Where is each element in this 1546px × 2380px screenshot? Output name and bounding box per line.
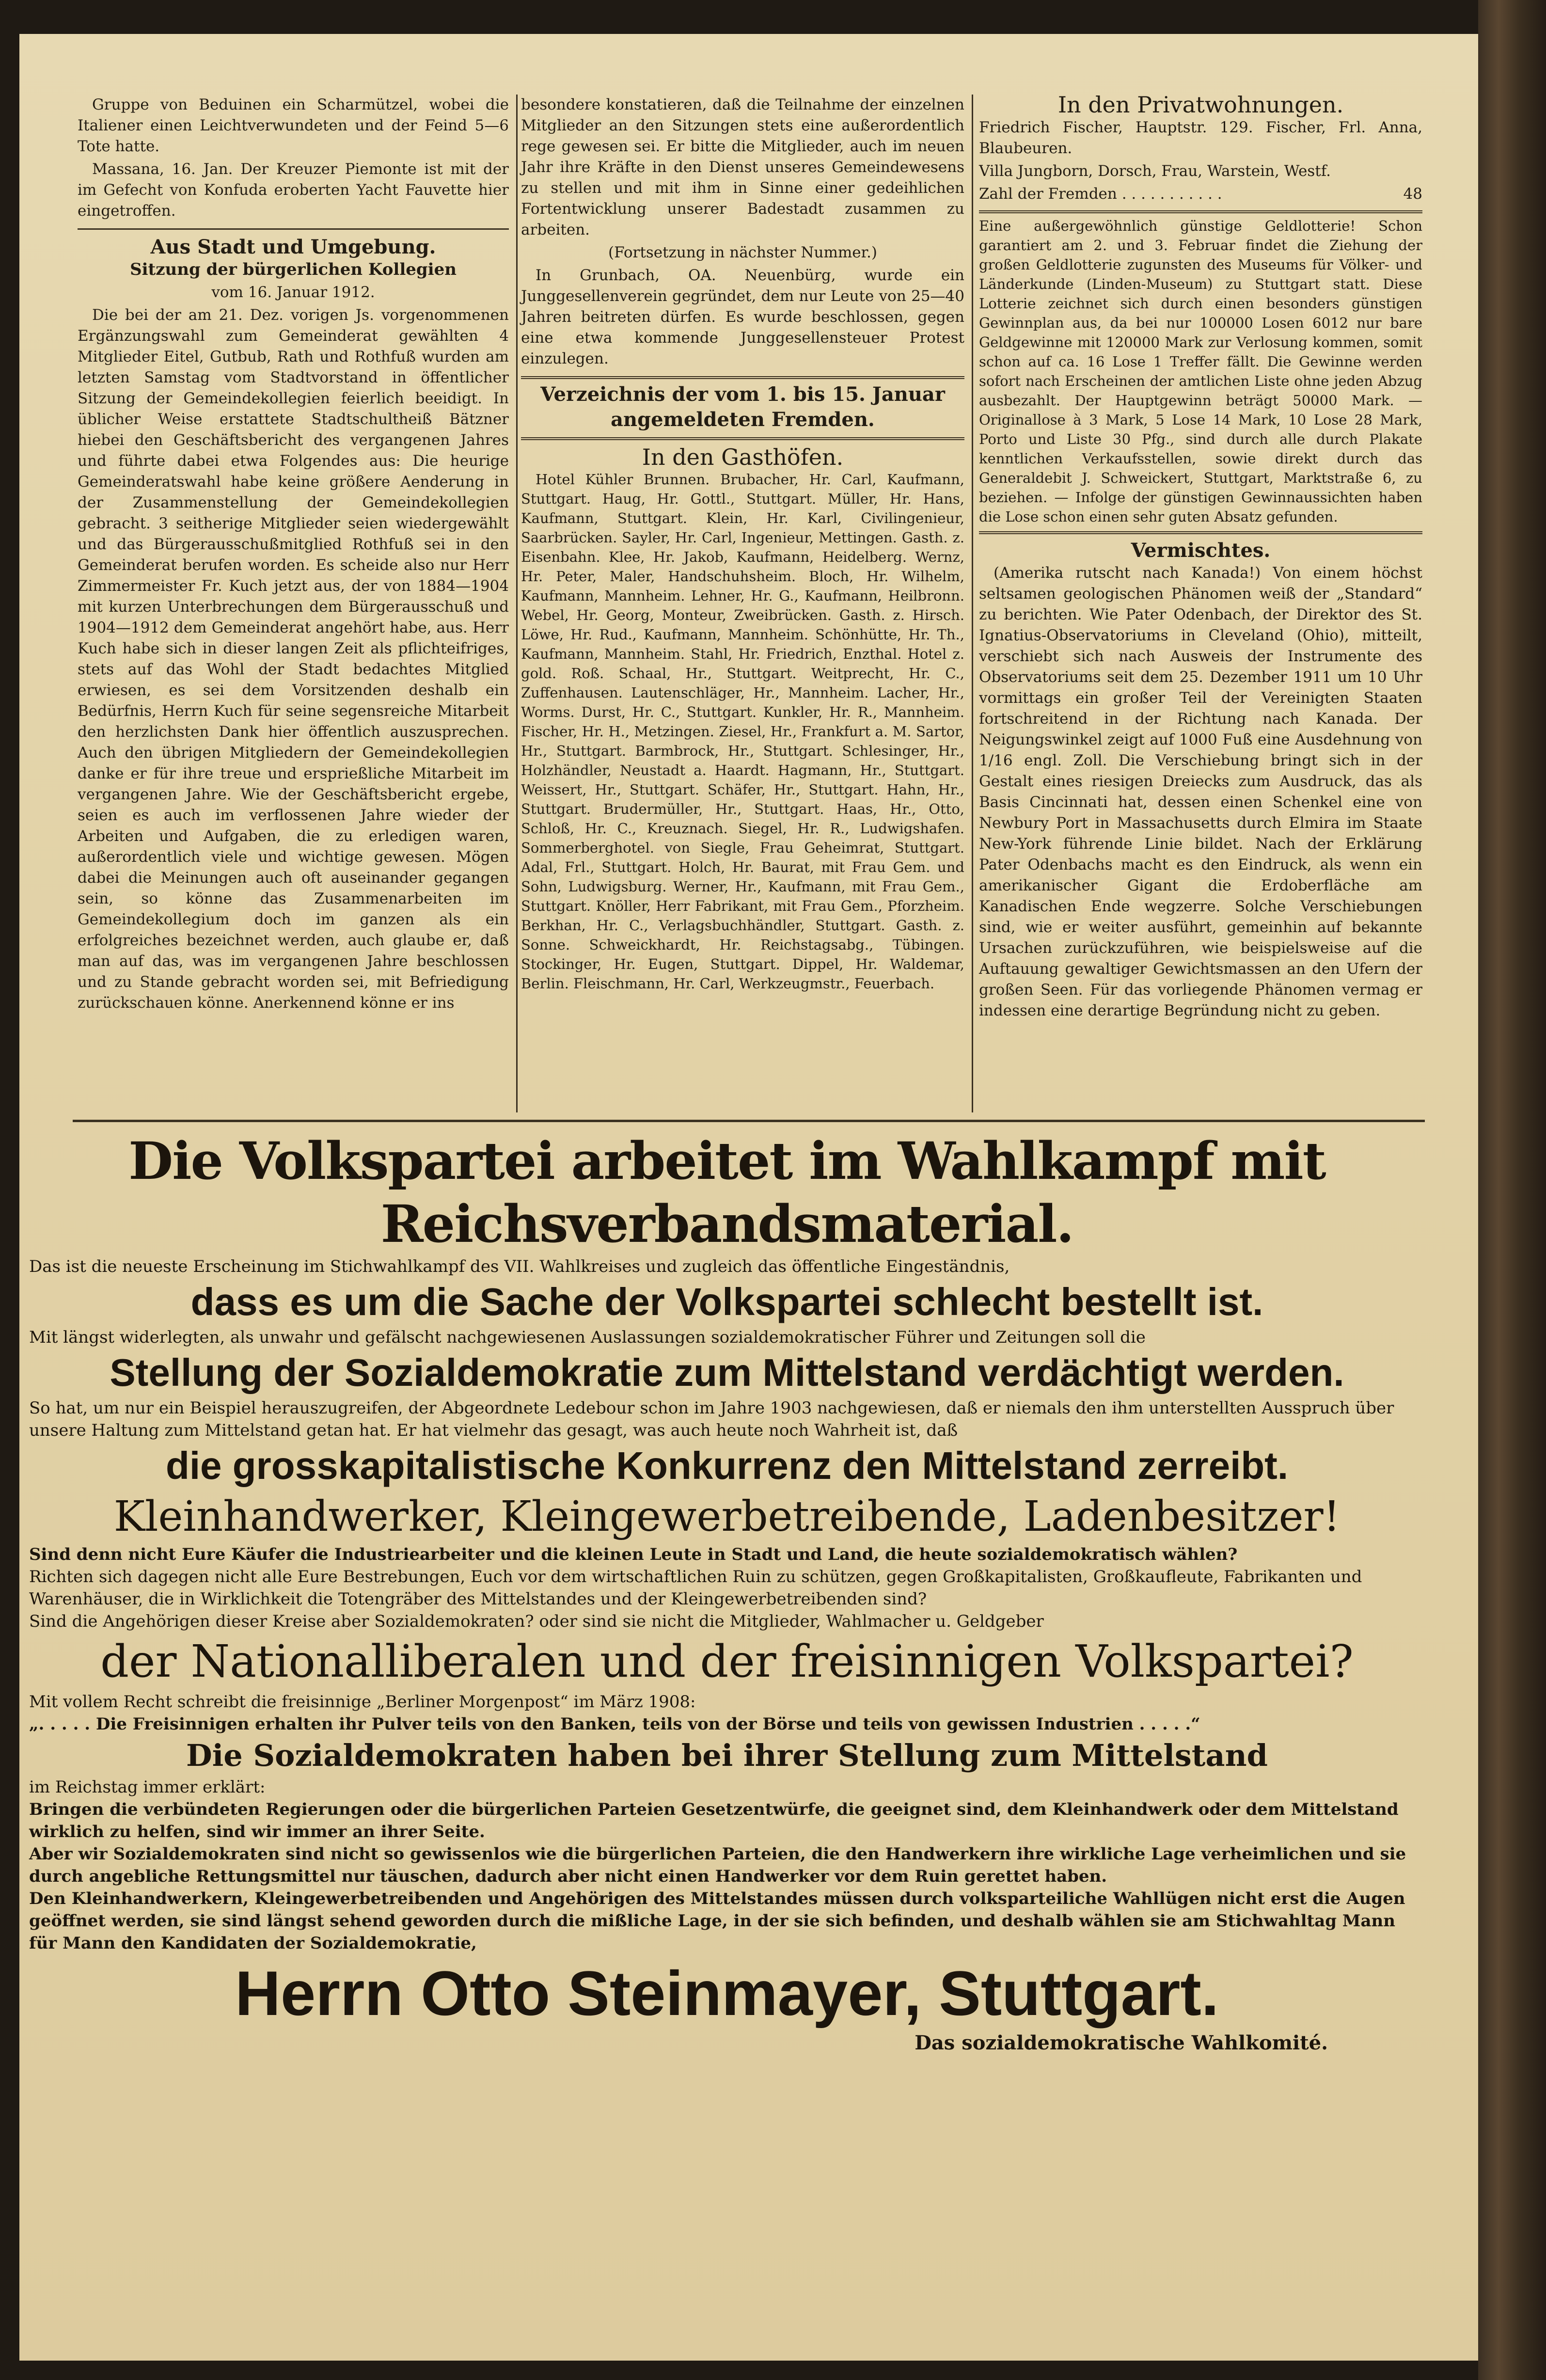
entry-fischer: Friedrich Fischer, Hauptstr. 129. Fischer, Frl. Anna, Blaubeuren. — [979, 119, 1422, 157]
ad-bold-5: der Nationalliberalen und der freisinnigen Volkspartei? — [100, 1635, 1354, 1687]
fremden-heading: Verzeichnis der vom 1. bis 15. Januar angemeldeten Fremden. — [540, 383, 945, 431]
ad-line-10: Bringen die verbündeten Regierungen oder die bürgerlichen Parteien Gesetzentwürfe, die geeignet sind, dem Kleinhandwerk oder dem Mittelstand wirklich zu helfen, sind wir immer an ihrer Seite. — [29, 1800, 1399, 1841]
ad-line-6: Sind die Angehörigen dieser Kreise aber Sozialdemokraten? oder sind sie nicht die Mitglieder, Wahlmacher u. Geldgeber — [29, 1612, 1044, 1631]
election-advertisement — [29, 1129, 1425, 2054]
paragraph-beduinen: Gruppe von Beduinen ein Scharmützel, wobei die Italiener einen Leichtverwundeten und der Feind 5—6 Tote hatte. — [78, 96, 509, 155]
book-binding — [1478, 0, 1546, 2380]
divider — [78, 228, 509, 230]
vermischtes-heading: Vermischtes. — [1131, 539, 1271, 562]
column-3 — [979, 92, 1422, 1023]
paragraph-grunbach: In Grunbach, OA. Neuenbürg, wurde ein Junggesellenverein gegründet, dem nur Leute von 25—40 Jahren beitreten dürfen. Es wurde beschlossen, gegen eine etwa kommende Junggesellensteuer Protest einzulegen. — [521, 267, 964, 367]
ad-line-2: Mit längst widerlegten, als unwahr und gefälscht nachgewiesenen Auslassungen sozialdemokratischer Führer und Zeitungen soll die — [29, 1328, 1146, 1347]
privatwohnungen-heading: In den Privatwohnungen. — [1057, 92, 1344, 118]
column-2 — [521, 95, 964, 995]
ad-bold-2: Stellung der Sozialdemokratie zum Mittelstand verdächtigt werden. — [110, 1351, 1344, 1394]
ad-top-rule — [73, 1120, 1425, 1122]
fremden-heading-box — [521, 376, 964, 440]
continuation-note: (Fortsetzung in nächster Nummer.) — [608, 244, 877, 261]
ad-line-4: Sind denn nicht Eure Käufer die Industriearbeiter und die kleinen Leute in Stadt und Land, die heute sozialdemokratisch wählen? — [29, 1545, 1238, 1564]
fremden-total — [979, 184, 1422, 205]
date-line: vom 16. Januar 1912. — [211, 284, 375, 301]
ad-bold-1: dass es um die Sache der Volkspartei schlecht bestellt ist. — [190, 1280, 1263, 1323]
ad-line-11: Aber wir Sozialdemokraten sind nicht so gewissenlos wie die bürgerlichen Parteien, die den Handwerkern ihre wirkliche Lage verheimlichen und sie durch angebliche Rettungsmittel nur täuschen, dadurch aber nicht einen Handwerker vor dem Ruin gerettet haben. — [29, 1844, 1406, 1886]
gasthoefen-heading: In den Gasthöfen. — [642, 444, 844, 470]
article-body-sitzung: Die bei der am 21. Dez. vorigen Js. vorgenommenen Ergänzungswahl zum Gemeinderat gewählten 4 Mitglieder Eitel, Gutbub, Rath und Rothfuß wurden am letzten Samstag vom Stadtvorstand in öffentlicher Sitzung der Gemeindekollegien feierlich beeidigt. In üblicher Weise erstattete Stadtschultheiß Bätzner hiebei den Geschäftsbericht des vergangenen Jahres und führte dabei etwa Folgendes aus: Die heurige Gemeinderatswahl habe keine größere Aenderung in der Zusammenstellung der Gemeindekollegien gebracht. 3 seitherige Mitglieder seien wiedergewählt und das Bürgerausschußmitglied Rothfuß sei in den Gemeinderat berufen worden. Es scheide also nur Herr Zimmermeister Fr. Kuch jetzt aus, der von 1884—1904 mit kurzen Unterbrechungen dem Bürgerausschuß und 1904—1912 dem Gemeinderat angehört habe, aus. Herr Kuch habe sich in dieser langen Zeit als pflichteifriges, stets auf das Wohl der Stadt bedachtes Mitglied erwiesen, es sei dem Vorsitzenden deshalb ein Bedürfnis, Herrn Kuch für seine segensreiche Mitarbeit den herzlichsten Dank hier öffentlich auszusprechen. Auch den übrigen Mitgliedern der Gemeindekollegien danke er für ihre treue und ersprießliche Mitarbeit im vergangenen Jahre. Wie der Geschäftsbericht ergebe, seien es auch im verflossenen Jahre wieder der Arbeiten und Aufgaben, die zu erledigen waren, außerordentlich viele und wichtige gewesen. Mögen dabei die Meinungen auch oft auseinander gegangen sein, so könne das Zusammenarbeiten im Gemeindekollegium doch im ganzen als ein erfolgreiches bezeichnet werden, auch glaube er, daß man auf das, was im vergangenen Jahre beschlossen und zu Stande gebracht worden sei, mit Befriedigung zurückschauen könne. Anerkennend könne er ins — [78, 306, 509, 1012]
total-value: 48 — [1403, 185, 1422, 203]
paragraph-massana: Massana, 16. Jan. Der Kreuzer Piemonte ist mit der im Gefecht von Konfuda eroberten Yacht Fauvette hier eingetroffen. — [78, 160, 509, 220]
column-1 — [78, 95, 509, 1015]
ad-line-7: Mit vollem Recht schreibt die freisinnige „Berliner Morgenpost“ im März 1908: — [29, 1692, 696, 1712]
lottery-box — [979, 210, 1422, 534]
ad-line-8: „. . . . . Die Freisinnigen erhalten ihr Pulver teils von den Banken, teils von der Börse und teils von gewissen Industrien . . . . .“ — [29, 1714, 1200, 1734]
ad-bold-6: Die Sozialdemokraten haben bei ihrer Stellung zum Mittelstand — [186, 1738, 1268, 1773]
ad-bold-4: Kleinhandwerker, Kleingewerbetreibende, Ladenbesitzer! — [113, 1492, 1341, 1541]
subheading-sitzung: Sitzung der bürgerlichen Kollegien — [130, 260, 457, 279]
ad-line-3: So hat, um nur ein Beispiel herauszugreifen, der Abgeordnete Ledebour schon im Jahre 1903 nachgewiesen, daß er niemals den ihm unterstellten Ausspruch über unsere Haltung zum Mittelstand getan hat. Er hat vielmehr das gesagt, was auch heute noch Wahrheit ist, daß — [29, 1398, 1394, 1440]
column-rule-2 — [972, 95, 973, 1112]
ad-bold-3: die grosskapitalistische Konkurrenz den Mittelstand zerreibt. — [165, 1444, 1289, 1487]
entry-jungborn: Villa Jungborn, Dorsch, Frau, Warstein, Westf. — [979, 162, 1331, 180]
ad-line-5: Richten sich dagegen nicht alle Eure Bestrebungen, Euch vor dem wirtschaftlichen Ruin zu schützen, gegen Großkapitalisten, Großkaufleute, Fabrikanten und Warenhäuser, die in Wirklichkeit die Totengräber des Mittelstandes und der Kleingewerbetreibenden sind? — [29, 1567, 1362, 1609]
column-rule-1 — [516, 95, 518, 1112]
guest-list: Hotel Kühler Brunnen. Brubacher, Hr. Carl, Kaufmann, Stuttgart. Haug, Hr. Gottl., Stuttgart. Müller, Hr. Hans, Kaufmann, Stuttgart. Klein, Hr. Karl, Civilingenieur, Saarbrücken. Sayler, Hr. Carl, Ingenieur, Mettingen. Gasth. z. Eisenbahn. Klee, Hr. Jakob, Kaufmann, Heidelberg. Wernz, Hr. Peter, Maler, Handschuhsheim. Bloch, Hr. Wilhelm, Kaufmann, Mannheim. Lehner, Hr. G., Kaufmann, Heilbronn. Webel, Hr. Georg, Monteur, Zweibrücken. Gasth. z. Hirsch. Löwe, Hr. Rud., Kaufmann, Mannheim. Schönhütte, Hr. Th., Kaufmann, Mannheim. Stahl, Hr. Friedrich, Enzthal. Hotel z. gold. Roß. Schaal, Hr., Stuttgart. Weitprecht, Hr. C., Zuffenhausen. Lautenschläger, Hr., Mannheim. Lacher, Hr., Worms. Durst, Hr. C., Stuttgart. Kunkler, Hr. R., Mannheim. Fischer, Hr. H., Metzingen. Ziesel, Hr., Frankfurt a. M. Sartor, Hr., Stuttgart. Barmbrock, Hr., Stuttgart. Schlesinger, Hr., Holzhändler, Neustadt a. Haardt. Hagmann, Hr., Stuttgart. Weissert, Hr., Stuttgart. Schäfer, Hr., Stuttgart. Hahn, Hr., Stuttgart. Brudermüller, Hr., Stuttgart. Haas, Hr., Otto, Schloß, Hr. C., Kreuznach. Siegel, Hr. R., Ludwigshafen. Sommerberghotel. von Siegle, Frau Geheimrat, Stuttgart. Adal, Frl., Stuttgart. Holch, Hr. Baurat, mit Frau Gem. und Sohn, Ludwigsburg. Werner, Hr., Kaufmann, mit Frau Gem., Stuttgart. Knöller, Herr Fabrikant, mit Frau Gem., Pforzheim. Berkhan, Hr. C., Verlagsbuchhändler, Stuttgart. Gasth. z. Sonne. Schweickhardt, Hr. Reichstagsabg., Tübingen. Stockinger, Hr. Eugen, Stuttgart. Dippel, Hr. Waldemar, Berlin. Fleischmann, Hr. Carl, Werkzeugmstr., Feuerbach. — [521, 471, 964, 992]
ad-line-9: im Reichstag immer erklärt: — [29, 1777, 266, 1797]
paragraph-sitzung-cont: besondere konstatieren, daß die Teilnahme der einzelnen Mitglieder an den Sitzungen stets eine außerordentlich rege gewesen sei. Er bitte die Mitglieder, auch im neuen Jahr ihre Kräfte in den Dienst unseres Gemeindewesens zu stellen und mit ihm in Sinne einer gedeihlichen Fortentwicklung unserer Badestadt zusammen zu arbeiten. — [521, 96, 964, 238]
vermischtes-text: (Amerika rutscht nach Kanada!) Von einem höchst seltsamen geologischen Phänomen weiß der „Standard“ zu berichten. Wie Pater Odenbach, der Direktor des St. Ignatius-Observatoriums in Cleveland (Ohio), mitteilt, verschiebt sich nach Ausweis der Instrumente des Observatoriums seit dem 25. Dezember 1911 um 10 Uhr vormittags ein großer Teil der Vereinigten Staaten fortschreitend in der Richtung nach Kanada. Der Neigungswinkel zeigt auf 1000 Fuß eine Ausdehnung von 1/16 engl. Zoll. Die Verschiebung bringt sich in der Gestalt eines riesigen Dreiecks zum Ausdruck, das als Basis Cincinnati hat, dessen einen Schenkel eine von Newbury Port in Massachusetts durch Elmira im Staate New-York führende Linie bildet. Nach der Erklärung Pater Odenbachs macht es den Eindruck, als wenn ein amerikanischer Gigant die Erdoberfläche am Kanadischen Ende wegzerre. Solche Verschiebungen sind, wie er weiter ausführt, gemeinhin auf bekannte Ursachen zurückzuführen, wie beispielsweise auf die Auftauung gewaltiger Gewichtsmassen an den Ufern der großen Seen. Für das vorliegende Phänomen vermag er indessen eine derartige Begründung nicht zu geben. — [979, 564, 1422, 1019]
ad-title: Die Volkspartei arbeitet im Wahlkampf mit Reichsverbandsmaterial. — [128, 1130, 1325, 1254]
total-label: Zahl der Fremden . . . . . . . . . . . — [979, 185, 1222, 203]
lottery-text: Eine außergewöhnlich günstige Geldlotterie! Schon garantiert am 2. und 3. Februar findet die Ziehung der großen Geldlotterie zugunsten des Museums für Völker- und Länderkunde (Linden-Museum) zu Stuttgart statt. Diese Lotterie zeichnet sich durch einen besonders günstigen Gewinnplan aus, da bei nur 100000 Losen 6012 nur bare Geldgewinne mit 120000 Mark zur Verlosung kommen, somit schon auf ca. 16 Lose 1 Treffer fällt. Die Gewinne werden sofort nach Erscheinen der amtlichen Liste ohne jeden Abzug ausbezahlt. Der Hauptgewinn beträgt 50000 Mark. — Originallose à 3 Mark, 5 Lose 14 Mark, 10 Lose 28 Mark, Porto und Liste 30 Pfg., sind durch alle durch Plakate kenntlichen Verkaufsstellen, sowie direkt durch das Generaldebit J. Schweickert, Stuttgart, Marktstraße 6, zu beziehen. — Infolge der günstigen Gewinnaussichten haben die Lose schon einen sehr guten Absatz gefunden. — [979, 218, 1422, 525]
section-heading-stadt: Aus Stadt und Umgebung. — [150, 236, 436, 258]
ad-line-1: Das ist die neueste Erscheinung im Stichwahlkampf des VII. Wahlkreises und zugleich das öffentliche Eingeständnis, — [29, 1257, 1010, 1276]
ad-candidate: Herrn Otto Steinmayer, Stuttgart. — [235, 1958, 1219, 2029]
ad-line-12: Den Kleinhandwerkern, Kleingewerbetreibenden und Angehörigen des Mittelstandes müssen durch volksparteiliche Wahllügen nicht erst die Augen geöffnet werden, sie sind längst sehend geworden durch die mißliche Lage, in der sie sich befinden, und deshalb wählen sie am Stichwahltag Mann für Mann den Kandidaten der Sozialdemokratie, — [29, 1889, 1405, 1953]
ad-signature: Das sozialdemokratische Wahlkomité. — [915, 2031, 1328, 2054]
